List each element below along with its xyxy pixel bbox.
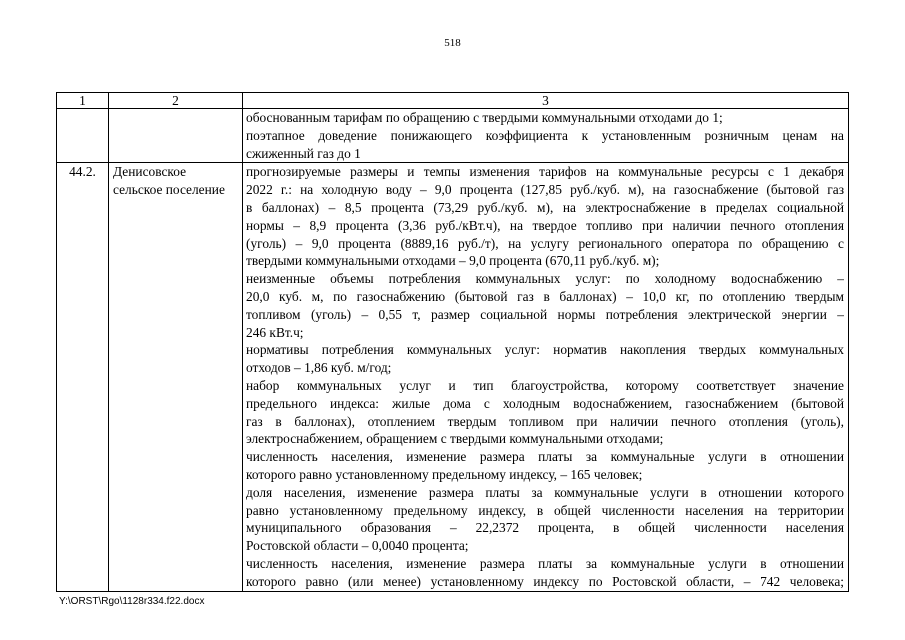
text-line: 20,0 куб. м, по газоснабжению (бытовой газ в баллонах) – 10,0 кг, по отоплению твердым (246, 288, 844, 304)
continuation-text-cell (243, 109, 849, 163)
text-line: набор коммунальных услуг и тип благоустройства, которому соответствует значение (246, 377, 844, 393)
text-line: в баллонах) – 8,5 процента (73,29 руб./куб. м), на электроснабжение в пределах социальной (246, 199, 844, 215)
header-col-1: 1 (57, 93, 109, 109)
entry-name-line: сельское поселение (113, 182, 225, 198)
text-line: нормы – 8,9 процента (3,36 руб./кВт.ч), на твердое топливо при наличии печного отопления (246, 217, 844, 233)
text-line: доля населения, изменение размера платы за коммунальные услуги в отношении которого (246, 484, 844, 500)
header-col-2: 2 (109, 93, 243, 109)
text-line: 2022 г.: на холодную воду – 9,0 процента (127,85 руб./куб. м), на газоснабжение (бытовой газ (246, 182, 844, 198)
text-line: прогнозируемые размеры и темпы изменения тарифов на коммунальные ресурсы с 1 декабря (246, 164, 844, 180)
text-line: неизменные объемы потребления коммунальных услуг: по холодному водоснабжению – (246, 271, 844, 287)
text-line: которого равно (или менее) установленному индексу по Ростовской области, – 742 человека; (246, 573, 844, 589)
page-number: 518 (444, 37, 461, 49)
text-line: обоснованным тарифам по обращению с твердыми коммунальными отходами до 1; (246, 110, 723, 125)
continuation-number-cell (57, 109, 109, 163)
entry-number: 44.2. (57, 163, 109, 591)
text-line: электроснабжением, обращением с твердыми коммунальными отходами; (246, 431, 664, 447)
text-line: численность населения, изменение размера платы за коммунальные услуги в отношении (246, 555, 844, 571)
text-line: равно установленному предельному индексу, в общей численности населения на территории (246, 502, 844, 518)
table-header-row (57, 93, 849, 109)
text-line: газ в баллонах), отоплением твердым топливом при наличии печного отопления (уголь), (246, 413, 844, 429)
entry-name-line: Денисовское (113, 164, 187, 180)
text-line: которого равно установленному предельному индексу, – 165 человек; (246, 466, 643, 482)
text-line: 246 кВт.ч; (246, 324, 304, 340)
text-line: численность населения, изменение размера платы за коммунальные услуги в отношении (246, 449, 844, 465)
text-line: топливом (уголь) – 0,55 т, размер социальной нормы потребления электрической энергии – (246, 306, 844, 322)
text-line: сжиженный газ до 1 (246, 145, 361, 161)
text-line: отходов – 1,86 куб. м/год; (246, 360, 392, 376)
header-col-3: 3 (243, 93, 849, 109)
continuation-name-cell (109, 109, 243, 163)
text-line: поэтапное доведение понижающего коэффициента к установленным розничным ценам на (246, 127, 844, 143)
text-line: муниципального образования – 22,2372 процента, в общей численности населения (246, 520, 844, 536)
table-row-continuation (57, 109, 849, 163)
text-line: нормативы потребления коммунальных услуг: норматив накопления твердых коммунальных (246, 342, 844, 358)
file-path-footer: Y:\ORST\Rgo\1128r334.f22.docx (59, 596, 205, 607)
document-table (56, 92, 849, 592)
text-line: твердыми коммунальными отходами – 9,0 процента (670,11 руб./куб. м); (246, 253, 660, 269)
text-line: предельного индекса: жилые дома с холодным водоснабжением, газоснабжением (бытовой (246, 395, 844, 411)
text-line: Ростовской области – 0,0040 процента; (246, 538, 469, 554)
entry-text-cell (243, 163, 849, 591)
table-row-44-2 (57, 163, 849, 591)
entry-name (109, 163, 243, 591)
text-line: (уголь) – 9,0 процента (8889,16 руб./т), на услугу регионального оператора по обращению с (246, 235, 844, 251)
